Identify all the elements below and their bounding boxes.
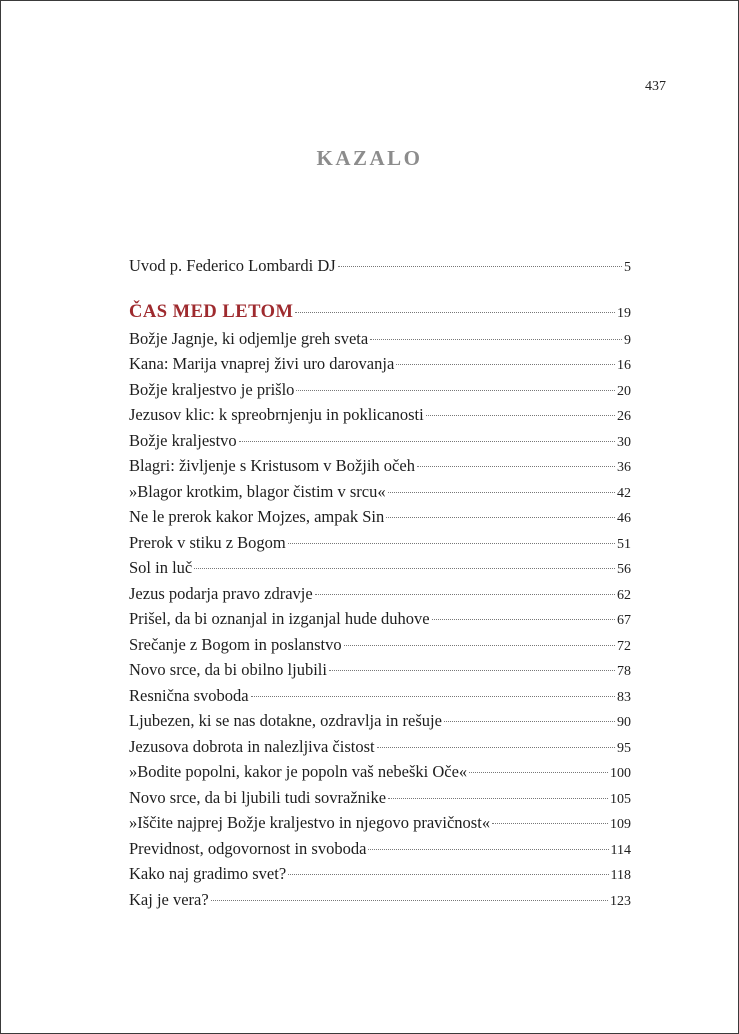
toc-entry bbox=[129, 734, 631, 760]
dot-leader bbox=[296, 390, 615, 391]
toc-entry-page: 62 bbox=[617, 587, 631, 603]
toc-entry bbox=[129, 581, 631, 607]
dot-leader bbox=[417, 466, 615, 467]
toc-entry-title: Resnična svoboda bbox=[129, 685, 249, 705]
toc-entry-title: Blagri: življenje s Kristusom v Božjih očeh bbox=[129, 456, 415, 475]
dot-leader bbox=[444, 721, 615, 722]
toc-entry-page: 105 bbox=[610, 791, 631, 807]
toc-entry-title: Sol in luč bbox=[129, 558, 193, 577]
page-number: 437 bbox=[645, 79, 666, 94]
toc-entry bbox=[129, 555, 631, 581]
toc-entry-title: »Bodite popolni, kakor je popoln vaš nebeški Oče« bbox=[129, 762, 468, 781]
section-page: 19 bbox=[617, 305, 631, 321]
toc-entry bbox=[129, 326, 631, 352]
toc-entry bbox=[129, 402, 631, 428]
dot-leader bbox=[492, 823, 608, 824]
toc-entry bbox=[129, 428, 631, 454]
toc-entry-page: 78 bbox=[617, 664, 631, 679]
toc-entry-title: »Iščite najprej Božje kraljestvo in njegovo pravičnost« bbox=[129, 813, 491, 832]
dot-leader bbox=[368, 849, 608, 850]
toc-entry bbox=[129, 453, 631, 479]
toc-intro-entry bbox=[129, 253, 631, 279]
dot-leader bbox=[370, 339, 622, 340]
section-title: ČAS MED LETOM bbox=[129, 301, 294, 322]
toc-entry bbox=[129, 606, 631, 632]
toc-entry bbox=[129, 657, 631, 683]
toc-entry-list bbox=[129, 326, 631, 913]
toc-entry-page: 9 bbox=[624, 332, 631, 348]
dot-leader bbox=[432, 619, 615, 620]
dot-leader bbox=[386, 517, 615, 518]
toc-entry-page: 114 bbox=[610, 842, 631, 858]
toc-entry-title: Ne le prerok kakor Mojzes, ampak Sin bbox=[129, 507, 385, 526]
toc-entry-page: 83 bbox=[617, 689, 631, 705]
toc-entry bbox=[129, 377, 631, 403]
toc-entry-title: Novo srce, da bi ljubili tudi sovražnike bbox=[129, 787, 387, 807]
toc-entry bbox=[129, 861, 631, 887]
toc-entry-title: Prišel, da bi oznanjal in izganjal hude duhove bbox=[129, 609, 430, 628]
dot-leader bbox=[329, 670, 615, 671]
toc-entry-page: 118 bbox=[610, 868, 631, 883]
toc-entry-title: Kako naj gradimo svet? bbox=[129, 864, 287, 883]
toc-section-heading bbox=[129, 298, 631, 326]
toc-entry-page: 16 bbox=[617, 358, 631, 373]
toc-entry-page: 56 bbox=[617, 562, 631, 577]
toc-entry bbox=[129, 504, 631, 530]
toc-entry bbox=[129, 683, 631, 709]
dot-leader bbox=[426, 415, 615, 416]
dot-leader bbox=[251, 696, 615, 697]
dot-leader bbox=[396, 364, 615, 365]
toc-entry-title: Novo srce, da bi obilno ljubili bbox=[129, 660, 327, 679]
toc-entry-title: Jezus podarja pravo zdravje bbox=[129, 583, 313, 603]
toc-entry-page: 95 bbox=[617, 740, 631, 756]
toc-entry-title: Prerok v stiku z Bogom bbox=[129, 532, 286, 552]
dot-leader bbox=[338, 266, 622, 267]
dot-leader bbox=[469, 772, 608, 773]
toc-entry-page: 20 bbox=[617, 383, 631, 399]
toc-entry bbox=[129, 785, 631, 811]
toc-entry bbox=[129, 708, 631, 734]
toc-entry-page: 36 bbox=[617, 460, 631, 475]
toc-entry-title: Božje Jagnje, ki odjemlje greh sveta bbox=[129, 328, 369, 348]
toc-entry-title: Božje kraljestvo bbox=[129, 430, 237, 450]
toc-entry bbox=[129, 759, 631, 785]
dot-leader bbox=[239, 441, 615, 442]
toc-entry-page: 123 bbox=[610, 893, 631, 909]
toc-entry-page: 46 bbox=[617, 511, 631, 526]
toc-entry-title: Božje kraljestvo je prišlo bbox=[129, 379, 295, 399]
toc-entry-page: 5 bbox=[624, 260, 631, 275]
toc-entry-page: 51 bbox=[617, 536, 631, 552]
toc-entry bbox=[129, 351, 631, 377]
toc-entry-title: Jezusova dobrota in nalezljiva čistost bbox=[129, 736, 375, 756]
toc-entry-title: Previdnost, odgovornost in svoboda bbox=[129, 838, 367, 858]
toc-entry-page: 72 bbox=[617, 638, 631, 654]
toc-entry-title: Jezusov klic: k spreobrnjenju in poklicanosti bbox=[129, 405, 424, 424]
toc-entry-page: 67 bbox=[617, 613, 631, 628]
toc-entry-page: 42 bbox=[617, 485, 631, 501]
dot-leader bbox=[194, 568, 615, 569]
toc-entry bbox=[129, 479, 631, 505]
toc-entry-title: »Blagor krotkim, blagor čistim v srcu« bbox=[129, 481, 386, 501]
dot-leader bbox=[211, 900, 608, 901]
toc-entry-title: Uvod p. Federico Lombardi DJ bbox=[129, 256, 336, 275]
dot-leader bbox=[388, 492, 615, 493]
toc-entry-page: 109 bbox=[610, 817, 631, 832]
dot-leader bbox=[288, 874, 608, 875]
page-title: KAZALO bbox=[316, 146, 423, 170]
toc-entry-title: Kana: Marija vnaprej živi uro darovanja bbox=[129, 354, 395, 373]
toc-entry-page: 30 bbox=[617, 434, 631, 450]
toc-entry bbox=[129, 632, 631, 658]
toc-entry-title: Kaj je vera? bbox=[129, 889, 209, 909]
dot-leader bbox=[344, 645, 615, 646]
toc-entry bbox=[129, 810, 631, 836]
toc-entry-title: Ljubezen, ki se nas dotakne, ozdravlja in rešuje bbox=[129, 711, 442, 730]
dot-leader bbox=[315, 594, 615, 595]
toc-entry-page: 90 bbox=[617, 715, 631, 730]
dot-leader bbox=[388, 798, 608, 799]
dot-leader bbox=[295, 312, 615, 313]
dot-leader bbox=[288, 543, 615, 544]
toc-entry-page: 100 bbox=[610, 766, 631, 781]
toc-entry bbox=[129, 530, 631, 556]
toc-entry-title: Srečanje z Bogom in poslanstvo bbox=[129, 634, 342, 654]
toc-entry bbox=[129, 887, 631, 913]
dot-leader bbox=[377, 747, 615, 748]
table-of-contents bbox=[129, 253, 631, 912]
toc-entry-page: 26 bbox=[617, 409, 631, 424]
toc-entry bbox=[129, 836, 631, 862]
